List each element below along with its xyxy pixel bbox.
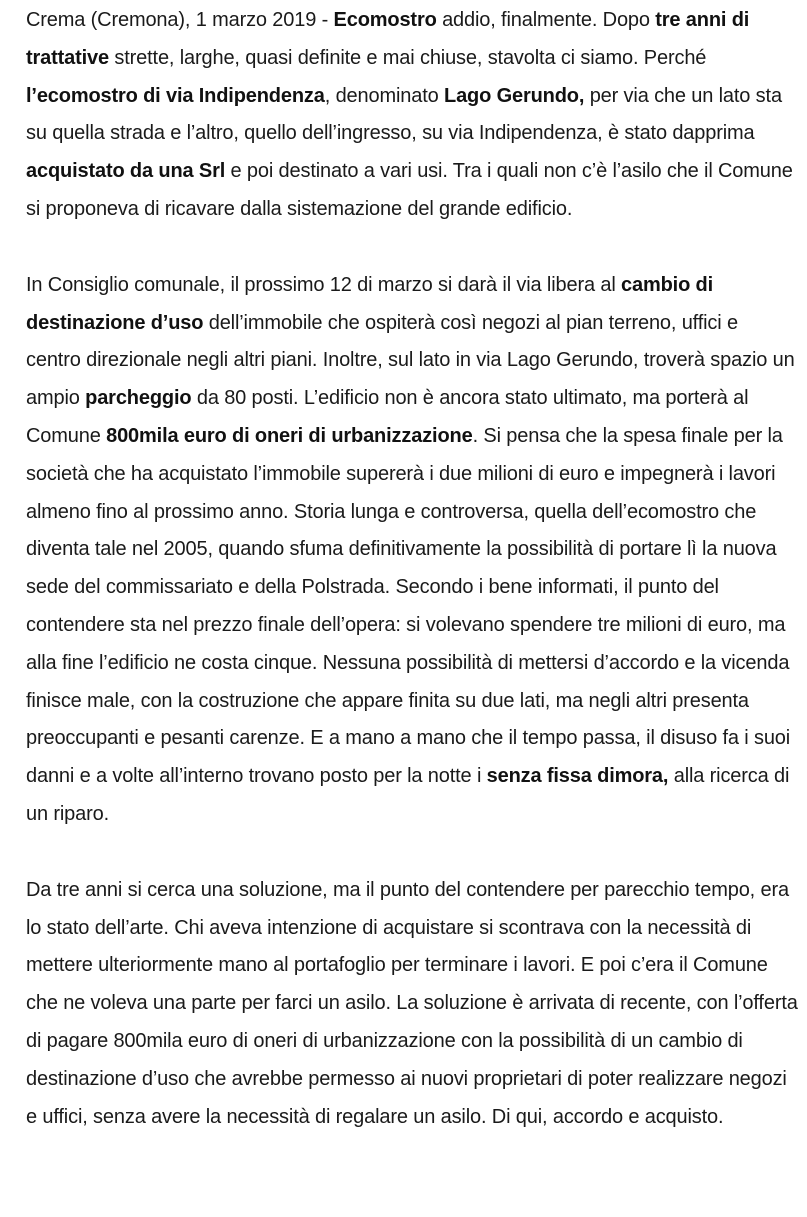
text-run: alla ricerca di un riparo.	[26, 765, 790, 825]
article-paragraph-2	[26, 267, 798, 834]
text-run: dell’immobile che ospiterà così negozi al pian terreno, uffici e centro direzionale negli altri piani. Inoltre, sul lato in via Lago Gerundo, troverà spazio un ampio	[26, 311, 795, 410]
bold-text-run: 800mila euro di oneri di urbanizzazione	[106, 424, 473, 447]
text-run: da 80 posti. L’edificio non è ancora stato ultimato, ma porterà al Comune	[26, 387, 749, 447]
text-run: addio, finalmente. Dopo	[436, 9, 656, 31]
bold-text-run: cambio di destinazione d’uso	[26, 273, 714, 334]
text-run: e poi destinato a vari usi. Tra i quali non c’è l’asilo che il Comune si proponeva di ricavare dalla sistemazione del grande edificio.	[26, 160, 793, 220]
bold-text-run: tre anni di trattative	[26, 9, 750, 69]
bold-text-run: Lago Gerundo,	[444, 84, 585, 107]
text-run: per via che un lato sta su quella strada e l’altro, quello dell’ingresso, su via Indipendenza, è stato dapprima	[26, 84, 782, 145]
article-paragraph-1	[26, 2, 798, 229]
text-run: . Si pensa che la spesa finale per la società che ha acquistato l’immobile supererà i due milioni di euro e impegnerà i lavori almeno fino al prossimo anno. Storia lunga e controversa, quella dell’ecomostro che diventa tale nel 2005, quando sfuma definitivamente la possibilità di portare lì la nuova sede del commissariato e della Polstrada. Secondo i bene informati, il punto del contendere sta nel prezzo finale dell’opera: si volevano spendere tre milioni di euro, ma alla fine l’edificio ne costa cinque. Nessuna possibilità di mettersi d’accordo e la vicenda finisce male, con la costruzione che appare finita su due lati, ma negli altri presenta preoccupanti e pesanti carenze. E a mano a mano che il tempo passa, il disuso fa i suoi danni e a volte all’interno trovano posto per la notte i	[26, 424, 791, 788]
text-run: strette, larghe, quasi definite e mai chiuse, stavolta ci siamo. Perché	[108, 46, 707, 69]
bold-text-run: senza fissa dimora,	[486, 765, 669, 788]
bold-text-run: acquistato da una Srl	[26, 160, 226, 183]
text-run: Crema (Cremona), 1 marzo 2019 -	[26, 9, 334, 31]
bold-text-run: parcheggio	[85, 387, 192, 410]
bold-text-run: Ecomostro	[333, 9, 437, 31]
article-paragraph-3	[26, 872, 798, 1137]
article-body	[26, 2, 798, 1136]
text-run: , denominato	[324, 84, 444, 107]
bold-text-run: l’ecomostro di via Indipendenza	[26, 84, 325, 107]
text-run: Da tre anni si cerca una soluzione, ma il punto del contendere per parecchio tempo, era lo stato dell’arte. Chi aveva intenzione di acquistare si scontrava con la necessità di mettere ulteriormente mano al portafoglio per terminare i lavori. E poi c’era il Comune che ne voleva una parte per farci un asilo. La soluzione è arrivata di recente, con l’offerta di pagare 800mila euro di oneri di urbanizzazione con la possibilità di un cambio di destinazione d’uso che avrebbe permesso ai nuovi proprietari di poter realizzare negozi e uffici, senza avere la necessità di regalare un asilo. Di qui, accordo e acquisto.	[26, 878, 798, 1128]
text-run: In Consiglio comunale, il prossimo 12 di marzo si darà il via libera al	[26, 273, 622, 296]
